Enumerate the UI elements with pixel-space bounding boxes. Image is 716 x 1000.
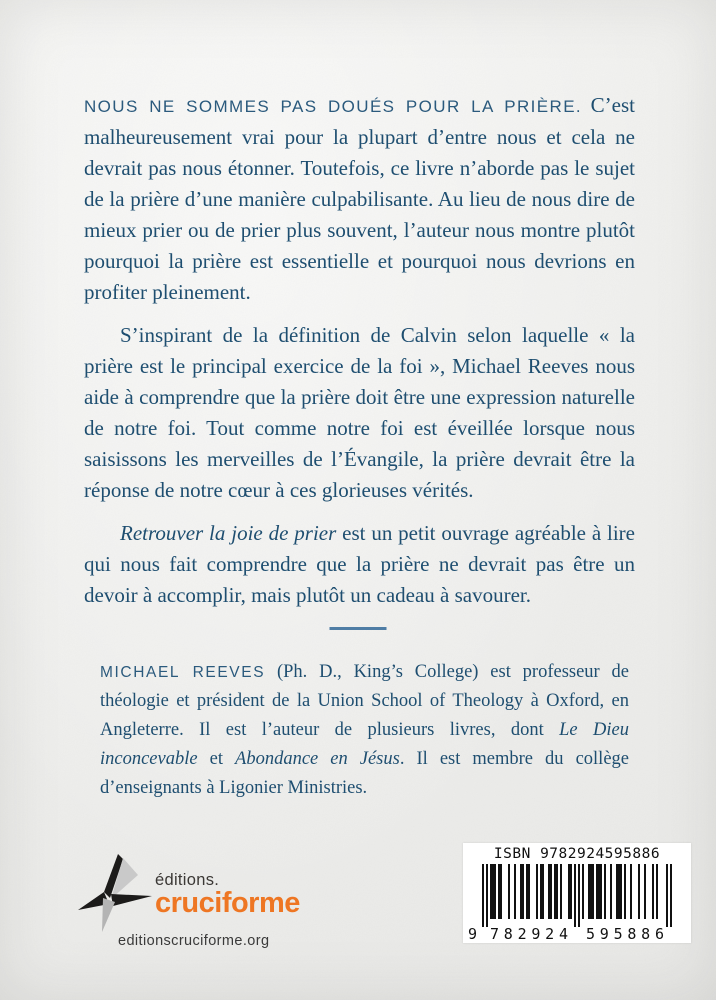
bio-text-1: (Ph. D., King’s College) est professeur de théologie et président de la Union School of Theology à Oxford, en Angleterre. Il est l’auteur de plusieurs livres, dont: [100, 662, 630, 740]
section-divider: [330, 627, 387, 630]
lead-in-caps: NOUS NE SOMMES PAS DOUÉS POUR LA PRIÈRE.: [84, 97, 583, 116]
author-name-caps: MICHAEL REEVES: [100, 664, 266, 681]
bio-text-3: . Il est membre du collège d’enseignants à Ligonier Ministries.: [100, 749, 629, 798]
isbn-label: ISBN 9782924595886: [493, 846, 661, 862]
bio-book-title-2: Abondance en Jésus: [235, 749, 400, 769]
publisher-editions-label: éditions.: [155, 871, 220, 889]
bio-text-2: et: [197, 749, 236, 769]
publisher-wordmark: [155, 871, 300, 920]
bio-book-title-1: Le Dieu inconcevable: [100, 720, 629, 769]
publisher-website: editionscruciforme.org: [118, 933, 270, 949]
publisher-name: cruciforme: [155, 887, 300, 919]
isbn-barcode-box: [463, 843, 691, 943]
synopsis-paragraph-1: [84, 90, 635, 308]
synopsis-paragraph-3: [84, 518, 635, 611]
synopsis-paragraph-2: S’inspirant de la définition de Calvin selon laquelle « la prière est le principal exercice de la foi », Michael Reeves nous aide à comprendre que la prière doit être une expression naturelle de notre foi. Tout comme notre foi est éveillée lorsque nous saisissons les merveilles de l’Évangile, la prière devrait être la réponse de notre cœur à ces glorieuses vérités.: [84, 323, 635, 502]
paragraph-3-body: est un petit ouvrage agréable à lire qui nous fait comprendre que la prière ne devrait pas être un devoir à accomplir, mais plutôt un cadeau à savourer.: [84, 521, 635, 607]
cruciforme-cross-icon: [78, 854, 152, 932]
book-title-italic: Retrouver la joie de prier: [120, 521, 337, 545]
svg-text:9: 9: [468, 925, 478, 942]
svg-text:782924: 782924: [490, 925, 568, 942]
publisher-block: [78, 852, 308, 957]
svg-text:595886: 595886: [586, 925, 664, 942]
ean13-barcode: [466, 864, 688, 942]
synopsis-text: [84, 90, 635, 611]
author-bio: [100, 658, 629, 803]
paragraph-1-body: C’est malheureusement vrai pour la plupart d’entre nous et cela ne devrait pas nous étonner. Toutefois, ce livre n’aborde pas le sujet de la prière d’une manière culpabilisante. Au lieu de nous dire de mieux prier ou de prier plus souvent, l’auteur nous montre plutôt pourquoi la prière est essentielle et pourquoi nous devrions en profiter pleinement.: [84, 93, 635, 304]
